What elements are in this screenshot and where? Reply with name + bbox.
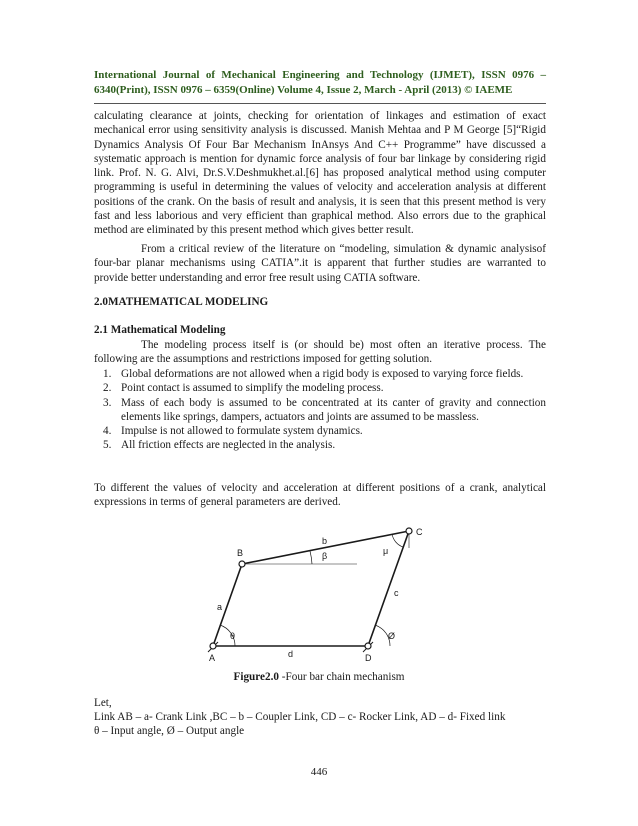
- list-item: 1. Global deformations are not allowed when a rigid body is exposed to varying force fields.: [103, 368, 524, 380]
- joint-b: [239, 561, 245, 567]
- journal-header: International Journal of Mechanical Engineering and Technology (IJMET), ISSN 0976 – 6340(Print), ISSN 0976 – 6359(Online) Volume 4, Issue 2, March - April (2013) © IAEME: [94, 69, 546, 96]
- label-theta: θ: [230, 631, 236, 641]
- paragraph-modeling-intro: The modeling process itself is (or should be) most often an iterative process. The following are the assumptions and restrictions imposed for getting solution.: [94, 339, 546, 366]
- label-mu: μ: [383, 546, 389, 556]
- paragraph-literature-review: calculating clearance at joints, checking for orientation of linkages and estimation of exact mechanical error using sensitivity analysis is discussed. Manish Mehtaa and P M George [5]“Rigid Dynamics Analysis Of Four Bar Mechanism InAnsys And C++ Programme” have discussed a systematic approach is mention for dynamic force analysis of four bar linkage by considering rigid link. Prof. N. G. Alvi, Dr.S.V.Deshmukhet.al.[6] has proposed analytical method using computer programming is useful in determining the values of velocity and acceleration analysis at different positions of the crank. On the basis of result and analysis, it is seen that this present method is very fast and less laborious and very efficient than graphical method. Also errors due to the graphical method are eliminated by this present method which gives better result.: [94, 110, 546, 237]
- header-rule: [94, 103, 546, 104]
- label-link-d: d: [288, 649, 294, 659]
- beta-arc: [310, 551, 312, 564]
- figure-caption-text: -Four bar chain mechanism: [278, 671, 405, 683]
- list-item: 2. Point contact is assumed to simplify the modeling process.: [103, 382, 384, 395]
- figure-caption: [0, 671, 638, 683]
- subsection-heading: 2.1 Mathematical Modeling: [94, 324, 226, 336]
- label-c-point: C: [416, 527, 423, 537]
- joint-a: [210, 643, 216, 649]
- angle-definitions: θ – Input angle, Ø – Output angle: [94, 725, 245, 737]
- figure-number: Figure2.0: [233, 671, 279, 683]
- paragraph-expressions: To different the values of velocity and acceleration at different positions of a crank, analytical expressions in terms of general parameters are derived.: [94, 482, 546, 509]
- label-link-c: c: [394, 588, 399, 598]
- section-heading: 2.0MATHEMATICAL MODELING: [94, 296, 269, 308]
- page-number: 446: [310, 766, 328, 778]
- link-definitions: Link AB – a- Crank Link ,BC – b – Coupler Link, CD – c- Rocker Link, AD – d- Fixed link: [94, 711, 506, 723]
- label-b-point: B: [237, 548, 244, 558]
- label-d-point: D: [365, 653, 372, 663]
- link-cd: [368, 531, 409, 646]
- label-beta: β: [322, 551, 328, 561]
- four-bar-mechanism-diagram: [205, 524, 435, 666]
- mu-arc: [392, 534, 403, 547]
- label-phi: Ø: [388, 631, 396, 641]
- list-item: 4. Impulse is not allowed to formulate system dynamics.: [103, 425, 363, 438]
- label-a-point: A: [209, 653, 216, 663]
- list-item: 3. Mass of each body is assumed to be concentrated at its canter of gravity and connection elements like springs, dampers, actuators and joints are assumed to be massless.: [103, 396, 546, 423]
- paragraph-critical-review: From a critical review of the literature on “modeling, simulation & dynamic analysisof four-bar planar mechanisms using CATIA”.it is apparent that further studies are warranted to provide better understanding and error free result using CATIA software.: [94, 243, 546, 284]
- label-link-a: a: [217, 602, 223, 612]
- list-item: 5. All friction effects are neglected in the analysis.: [103, 439, 336, 452]
- assumptions-list: [94, 367, 546, 453]
- let-line: Let,: [94, 697, 112, 709]
- label-link-b: b: [322, 536, 328, 546]
- joint-c: [406, 528, 412, 534]
- joint-d: [365, 643, 371, 649]
